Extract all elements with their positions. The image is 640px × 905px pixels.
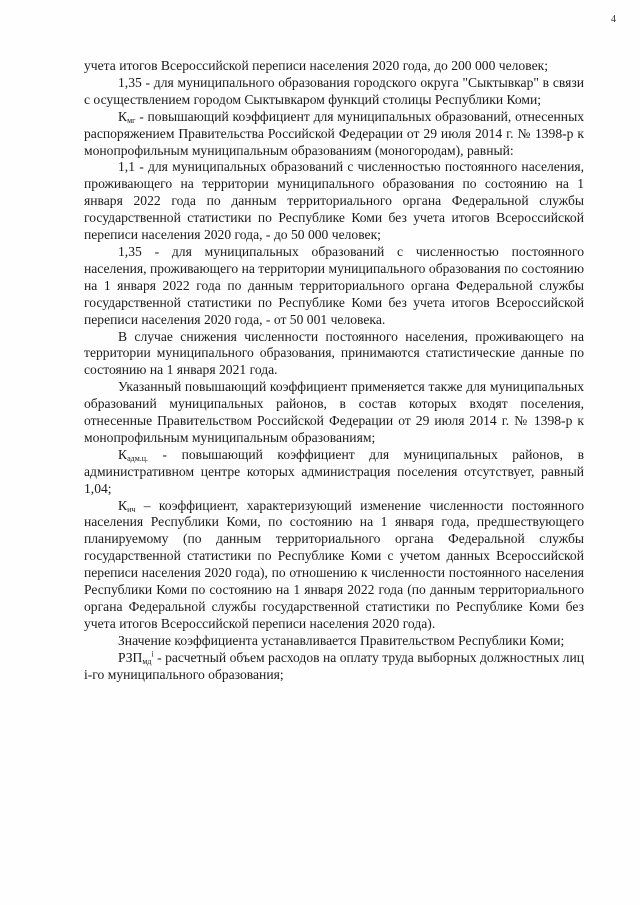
page-number: 4 xyxy=(611,14,616,25)
coefficient-subscript: адм.ц. xyxy=(127,453,149,463)
coefficient-description: - повышающий коэффициент для муниципальных образований, отнесенных распоряжением Правительства Российской Федерации от 29 июля 2014 г. № 1398-р к монопрофильным муниципальным образованиям (моногородам), равный: xyxy=(84,108,584,158)
paragraph-kadm-definition xyxy=(84,447,584,498)
paragraph-coefficient-1-35: 1,35 - для муниципальных образований с численностью постоянного населения, проживающего на территории муниципального образования по состоянию на 1 января 2022 года по данным территориального органа Федеральной службы государственной статистики по Республике Коми без учета итогов Всероссийской переписи населения 2020 года, - от 50 001 человека. xyxy=(84,243,584,327)
coefficient-symbol: К xyxy=(118,108,128,124)
coefficient-symbol: К xyxy=(118,497,128,513)
coefficient-subscript: ич xyxy=(127,504,136,514)
rzp-subscript: мд xyxy=(142,656,152,666)
coefficient-description: - повышающий коэффициент для муниципальных районов, в административном центре которых администрация поселения отсутствует, равный 1,04; xyxy=(84,446,584,496)
paragraph-kich-definition xyxy=(84,498,584,633)
coefficient-symbol: К xyxy=(118,446,128,462)
coefficient-description: – коэффициент, характеризующий изменение численности постоянного населения Республики Коми, по состоянию на 1 января года, предшествующего планируемому (по данным территориального органа Федеральной службы государственной статистики по Республике Коми с учетом данных Всероссийской переписи населения 2020 года), по отношению к численности постоянного населения Республики Коми по состоянию на 1 января 2022 года (по данным территориального органа Федеральной службы государственной статистики по Республике Коми без учета итогов Всероссийской переписи населения 2020 года). xyxy=(84,497,584,631)
coefficient-subscript: мг xyxy=(127,115,136,125)
paragraph-coefficient-1-1: 1,1 - для муниципальных образований с численностью постоянного населения, проживающего на территории муниципального образования по состоянию на 1 января 2022 года по данным территориального органа Федеральной службы государственной статистики по Республике Коми без учета итогов Всероссийской переписи населения 2020 года, - до 50 000 человек; xyxy=(84,159,584,243)
paragraph-population-decrease: В случае снижения численности постоянного населения, проживающего на территории муниципального образования, принимаются статистические данные по состоянию на 1 января 2021 года. xyxy=(84,328,584,378)
rzp-description: - расчетный объем расходов на оплату труда выборных должностных лиц i-го муниципального образования; xyxy=(84,649,584,682)
document-body xyxy=(84,58,584,684)
paragraph-population-limit: учета итогов Всероссийской переписи населения 2020 года, до 200 000 человек; xyxy=(84,58,548,73)
paragraph-rzp-definition xyxy=(84,650,584,684)
paragraph-coefficient-value: Значение коэффициента устанавливается Правительством Республики Коми; xyxy=(118,632,565,648)
rzp-symbol: РЗП xyxy=(118,649,143,665)
rzp-superscript: i xyxy=(151,649,154,659)
paragraph-syktyvkar-coefficient: 1,35 - для муниципального образования городского округа "Сыктывкар" в связи с осуществлением городом Сыктывкаром функций столицы Республики Коми; xyxy=(84,74,584,107)
paragraph-kmg-definition xyxy=(84,109,584,160)
paragraph-municipal-districts: Указанный повышающий коэффициент применяется также для муниципальных образований муниципальных районов, в состав которых входят поселения, отнесенные Правительством Российской Федерации от 29 июля 2014 г. № 1398-р к монопрофильным муниципальным образованиям; xyxy=(84,379,584,445)
